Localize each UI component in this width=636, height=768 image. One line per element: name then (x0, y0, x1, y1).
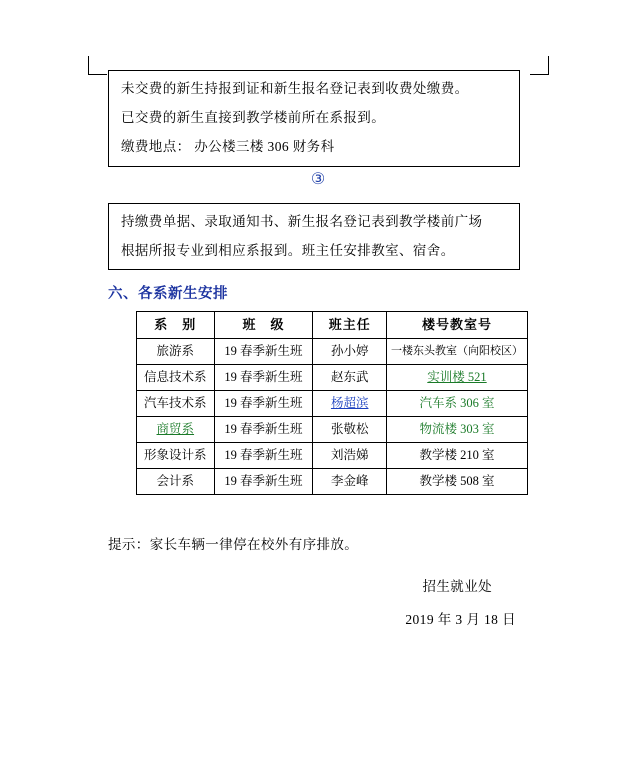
signature-date: 2019 年 3 月 18 日 (405, 612, 516, 628)
column-header-department: 系 别 (137, 312, 215, 339)
cell-room: 汽车系 306 室 (386, 390, 527, 416)
cell-room: 实训楼 521 (386, 364, 527, 390)
cell-class: 19 春季新生班 (214, 390, 313, 416)
notice-box-payment (108, 70, 520, 167)
cell-department: 汽车技术系 (137, 390, 215, 416)
notice-line: 缴费地点： 办公楼三楼 306 财务科 (121, 138, 335, 154)
crop-mark-top-left (88, 56, 107, 75)
document-content (108, 70, 528, 642)
cell-teacher: 赵东武 (313, 364, 387, 390)
cell-teacher: 张敬松 (313, 416, 387, 442)
notice-line: 持缴费单据、录取通知书、新生报名登记表到教学楼前广场 (121, 213, 483, 229)
cell-department: 形象设计系 (137, 442, 215, 468)
column-header-room: 楼号教室号 (386, 312, 527, 339)
table-header-row (137, 312, 528, 339)
table-row (137, 338, 528, 364)
cell-room: 物流楼 303 室 (386, 416, 527, 442)
cell-class: 19 春季新生班 (214, 338, 313, 364)
cell-department: 会计系 (137, 468, 215, 494)
cell-class: 19 春季新生班 (214, 468, 313, 494)
cell-teacher: 李金峰 (313, 468, 387, 494)
new-student-arrangement-table (136, 311, 528, 495)
crop-mark-top-right (530, 56, 549, 75)
cell-class: 19 春季新生班 (214, 364, 313, 390)
cell-class: 19 春季新生班 (214, 416, 313, 442)
step-marker-wrap (108, 171, 528, 197)
column-header-class: 班 级 (214, 312, 313, 339)
signature-office: 招生就业处 (422, 578, 492, 594)
circled-number-icon: ③ (310, 170, 326, 188)
table-row (137, 468, 528, 494)
notice-line: 未交费的新生持报到证和新生报名登记表到收费处缴费。 (121, 81, 469, 96)
notice-line: 已交费的新生直接到教学楼前所在系报到。 (121, 109, 386, 125)
cell-department: 信息技术系 (137, 364, 215, 390)
column-header-teacher: 班主任 (313, 312, 387, 339)
section-heading: 六、各系新生安排 (108, 286, 228, 303)
cell-teacher: 杨超滨 (313, 390, 387, 416)
cell-department: 商贸系 (137, 416, 215, 442)
cell-department: 旅游系 (137, 338, 215, 364)
cell-room: 一楼东头教室（向阳校区） (386, 338, 527, 364)
table-row (137, 390, 528, 416)
table-row (137, 364, 528, 390)
tip-text: 提示：家长车辆一律停在校外有序排放。 (108, 536, 359, 552)
cell-room: 教学楼 210 室 (386, 442, 527, 468)
notice-box-registration (108, 203, 520, 271)
table-row (137, 442, 528, 468)
notice-line: 根据所报专业到相应系报到。班主任安排教室、宿舍。 (121, 242, 455, 258)
table-row (137, 416, 528, 442)
cell-teacher: 刘浩娣 (313, 442, 387, 468)
cell-room: 教学楼 508 室 (386, 468, 527, 494)
cell-class: 19 春季新生班 (214, 442, 313, 468)
cell-teacher: 孙小婷 (313, 338, 387, 364)
